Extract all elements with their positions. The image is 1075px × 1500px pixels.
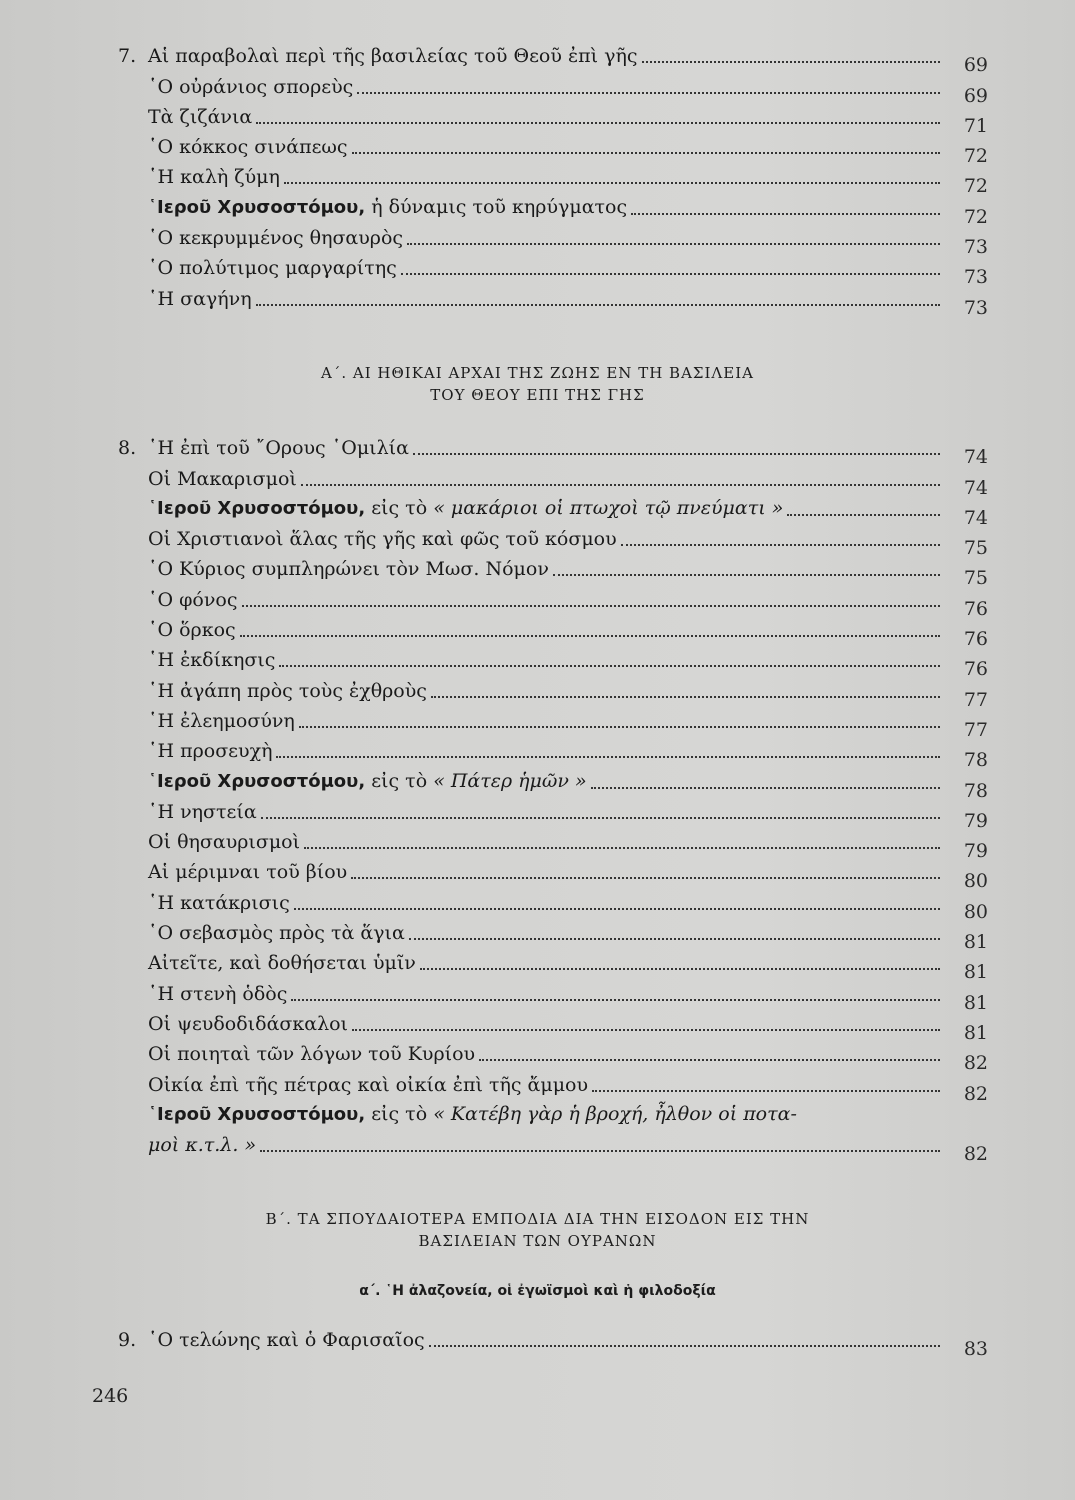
leader-dots [352,1028,940,1031]
section-b-line2: ΒΑΣΙΛΕΙΑΝ ΤΩΝ ΟΥΡΑΝΩΝ [418,1232,657,1250]
page-ref: 81 [963,1021,988,1044]
entry-text: ῾Η ἐκδίκησις [148,649,276,672]
entry-title [148,226,403,250]
leader-dots [284,181,940,184]
toc-entry [118,975,990,1014]
author-name: ῾Ιεροῦ Χρυσοστόμου, [148,497,366,519]
page-ref: 82 [963,1052,988,1075]
page-ref: 72 [963,145,988,168]
entry-text: Οἱ ψευδοδιδάσκαλοι [148,1012,349,1035]
entry-line [148,891,946,915]
leader-dots [592,1089,940,1092]
entry-title [148,709,295,733]
entry-title [148,769,587,794]
entry-title [148,165,280,189]
toc-entry [118,551,990,590]
toc-entry [118,280,990,319]
entry-text: Οἱ ποιηταὶ τῶν λόγων τοῦ Κυρίου [148,1043,476,1066]
entry-text: ῾Ο κόκκος σινάπεως [148,136,348,159]
toc-entry [118,703,990,741]
entry-line [148,1042,946,1066]
leader-dots [352,151,940,154]
entry-line [148,1102,946,1127]
entry-title [148,588,238,612]
entry-title [148,1102,797,1127]
page-ref: 77 [963,718,988,741]
section-b-heading [0,1208,1075,1252]
entry-text: εἰς τὸ [365,496,434,519]
leader-dots [304,846,940,849]
entry-line [148,467,946,491]
leader-dots [591,786,940,789]
entry-line [148,709,946,733]
toc-entry [118,1322,990,1361]
entry-text: ἡ δύναμις τοῦ κηρύγματος [365,195,628,218]
toc-entry [118,521,990,560]
toc-entry [118,763,990,802]
page-ref: 82 [963,1082,988,1105]
entry-line [148,436,946,460]
entry-text: ῾Η ἐλεημοσύνη [148,709,295,732]
entry-text: εἰς τὸ [365,769,434,792]
entry-text: Οἱ Μακαρισμοὶ [148,467,297,490]
page-ref: 81 [963,931,988,954]
toc-entry [118,1127,990,1166]
entry-line [148,860,946,884]
entry-line [148,1133,946,1157]
toc-entry [118,129,990,168]
entry-line [148,982,946,1006]
entry-line [148,105,946,129]
toc-entry [118,220,990,259]
entry-title [148,135,348,159]
leader-dots [429,1344,940,1347]
entry-text: Αἱ παραβολαὶ περὶ τῆς βασιλείας τοῦ Θεοῦ ἐπὶ γῆς [148,45,638,68]
entry-line [148,1012,946,1036]
entry-title [148,1042,475,1066]
page-ref: 80 [963,870,988,893]
leader-dots [621,543,940,546]
chapter-number: 7. [118,45,137,68]
leader-dots [553,573,940,576]
toc-entry [118,642,990,681]
page-ref: 73 [963,266,988,289]
entry-title [148,679,427,703]
entry-title [148,1133,256,1157]
leader-dots [401,272,940,275]
toc-entry [118,460,990,499]
entry-title [148,830,300,854]
page-ref: 72 [963,205,988,228]
page-ref: 79 [963,809,988,832]
entry-title [148,739,272,763]
entry-text: ῾Η καλὴ ζύμη [148,166,280,189]
entry-title [148,256,397,280]
toc-entry [118,189,990,228]
entry-title [148,467,297,491]
entry-line [148,951,946,975]
entry-title [148,921,405,945]
section-a-heading [0,362,1075,406]
entry-title [148,951,416,975]
toc-entry [118,1036,990,1075]
quoted-text: « Κατέβη γὰρ ἡ βροχή, ἦλθον οἱ ποτα- [433,1102,797,1125]
leader-dots [787,513,940,516]
leader-dots [407,242,940,245]
entry-text: Οἰκία ἐπὶ τῆς πέτρας καὶ οἰκία ἐπὶ τῆς ἄμμου [148,1073,589,1096]
entry-title [148,44,638,68]
leader-dots [276,755,940,758]
entry-line [148,287,946,311]
toc-entry [118,250,990,289]
toc-entry [118,794,990,832]
entry-line [148,195,946,220]
chapter-number: 8. [118,437,137,460]
toc-entry [118,824,990,863]
entry-title [148,105,252,129]
page-ref: 80 [963,900,988,923]
section-b-line1: Β΄. ΤΑ ΣΠΟΥΔΑΙΟΤΕΡΑ ΕΜΠΟΔΙΑ ΔΙΑ ΤΗΝ ΕΙΣΟΔΟΝ ΕΙΣ ΤΗΝ [265,1210,810,1228]
toc-entry [118,915,990,954]
entry-title [148,287,252,311]
entry-title [148,982,287,1006]
entry-text: Αἱ μέριμναι τοῦ βίου [148,861,348,884]
entry-line [148,44,946,68]
page-ref: 81 [963,961,988,984]
page-ref: 74 [963,506,988,529]
page-ref: 72 [963,175,988,198]
page-ref: 69 [963,84,988,107]
leader-dots [413,452,940,455]
toc-entry [118,1066,990,1105]
entry-line [148,1328,946,1352]
leader-dots [631,212,940,215]
entry-text: ῾Ο οὐράνιος σπορεὺς [148,75,354,98]
page-ref: 77 [963,688,988,711]
author-name: ῾Ιεροῦ Χρυσοστόμου, [148,770,366,792]
entry-title [148,1328,425,1352]
entry-line [148,1073,946,1097]
entry-line [148,679,946,703]
entry-text: ῾Η κατάκρισις [148,891,290,914]
leader-dots [242,604,941,607]
entry-line [148,165,946,189]
section-a-line1: Α΄. ΑΙ ΗΘΙΚΑΙ ΑΡΧΑΙ ΤΗΣ ΖΩΗΣ ΕΝ ΤΗ ΒΑΣΙΛΕΙΑ [321,364,754,382]
entry-text: εἰς τὸ [365,1102,434,1125]
leader-dots [299,725,940,728]
author-name: ῾Ιεροῦ Χρυσοστόμου, [148,196,366,218]
leader-dots [279,664,940,667]
page-ref: 74 [963,446,988,469]
page-ref: 74 [963,476,988,499]
toc-entry [118,1097,990,1127]
page-ref: 71 [963,114,988,137]
toc-block-1 [118,38,990,319]
toc-entry [118,491,990,529]
leader-dots [260,1149,940,1152]
page-ref: 76 [963,597,988,620]
entry-text: ῾Η προσευχὴ [148,740,273,763]
entry-title [148,1073,588,1097]
entry-text: ῾Ο τελώνης καὶ ὁ Φαρισαῖος [148,1329,425,1352]
page-number: 246 [92,1385,129,1407]
entry-text: ῾Ο ὅρκος [148,619,236,642]
entry-title [148,75,353,99]
author-name: ῾Ιεροῦ Χρυσοστόμου, [148,1103,366,1125]
entry-line [148,557,946,581]
section-a-line2: ΤΟΥ ΘΕΟΥ ΕΠΙ ΤΗΣ ΓΗΣ [430,386,645,404]
page-ref: 83 [963,1338,988,1361]
entry-line [148,256,946,280]
entry-line [148,618,946,642]
toc-entry [118,581,990,620]
toc-entry [118,884,990,923]
toc-block-3 [118,1322,990,1361]
entry-line [148,496,946,521]
toc-entry [118,1006,990,1044]
page-ref: 73 [963,296,988,319]
entry-text: ῾Η ἀγάπη πρὸς τοὺς ἐχθροὺς [148,679,427,702]
quoted-text: « μακάριοι οἱ πτωχοὶ τῷ πνεύματι » [433,496,784,519]
toc-entry [118,430,990,469]
entry-text: ῾Ο κεκρυμμένος θησαυρὸς [148,227,404,250]
page-ref: 75 [963,537,988,560]
entry-title [148,195,627,220]
entry-text: ῾Ο Κύριος συμπληρώνει τὸν Μωσ. Νόμον [148,558,549,581]
page-ref: 78 [963,749,988,772]
leader-dots [256,303,940,306]
leader-dots [642,60,940,63]
toc-entry [118,612,990,651]
entry-text: Αἰτεῖτε, καὶ δοθήσεται ὑμῖν [148,952,416,975]
entry-title [148,860,347,884]
entry-text: Οἱ θησαυρισμοὶ [148,831,301,854]
entry-line [148,226,946,250]
entry-text: ῾Ο φόνος [148,588,238,611]
page-ref: 69 [963,54,988,77]
entry-text: ῾Η στενὴ ὁδὸς [148,982,288,1005]
toc-entry [118,945,990,984]
entry-line [148,739,946,763]
leader-dots [261,816,940,819]
toc-entry [118,854,990,893]
leader-dots [351,876,940,879]
entry-title [148,496,783,521]
toc-entry [118,159,990,198]
entry-line [148,75,946,99]
toc-block-2 [118,430,990,1166]
toc-entry [118,38,990,77]
entry-line [148,769,946,794]
toc-entry [118,68,990,107]
leader-dots [291,998,940,1001]
chapter-number: 9. [118,1329,137,1352]
subsection-heading: α΄. ῾Η ἀλαζονεία, οἱ ἐγωϊσμοὶ καὶ ἡ φιλοδοξία [359,1283,716,1299]
entry-text: ῾Ο πολύτιμος μαργαρίτης [148,257,397,280]
entry-line [148,648,946,672]
entry-text: ῾Η σαγήνη [148,287,252,310]
quoted-text: μοὶ κ.τ.λ. » [148,1134,257,1157]
page-ref: 81 [963,991,988,1014]
toc-entry [118,99,990,137]
entry-text: ῾Η ἐπὶ τοῦ ῎Ορους ῾Ομιλία [148,437,409,460]
entry-line [148,921,946,945]
leader-dots [301,483,940,486]
entry-line [148,800,946,824]
page-ref: 78 [963,779,988,802]
entry-line [148,135,946,159]
leader-dots [420,967,940,970]
leader-dots [256,121,940,124]
page-ref: 76 [963,658,988,681]
page-ref: 73 [963,236,988,259]
entry-line [148,588,946,612]
leader-dots [431,695,940,698]
entry-title [148,648,275,672]
leader-dots [240,634,940,637]
page-ref: 82 [963,1143,988,1166]
entry-text: Τὰ ζιζάνια [148,105,253,128]
leader-dots [479,1058,940,1061]
toc-entry [118,733,990,772]
entry-text: ῾Ο σεβασμὸς πρὸς τὰ ἅγια [148,922,405,945]
entry-title [148,891,290,915]
entry-line [148,527,946,551]
entry-title [148,1012,348,1036]
entry-text: Οἱ Χριστιανοὶ ἅλας τῆς γῆς καὶ φῶς τοῦ κόσμου [148,528,617,551]
toc-entry [118,672,990,711]
entry-title [148,618,236,642]
entry-line [148,830,946,854]
leader-dots [357,91,940,94]
quoted-text: « Πάτερ ἡμῶν » [433,769,587,792]
leader-dots [294,907,940,910]
entry-title [148,527,617,551]
entry-title [148,800,257,824]
leader-dots [801,1121,940,1122]
entry-title [148,557,549,581]
entry-title [148,436,409,460]
entry-text: ῾Η νηστεία [148,800,257,823]
page-ref: 79 [963,840,988,863]
page-ref: 75 [963,567,988,590]
page-ref: 76 [963,628,988,651]
leader-dots [409,937,940,940]
